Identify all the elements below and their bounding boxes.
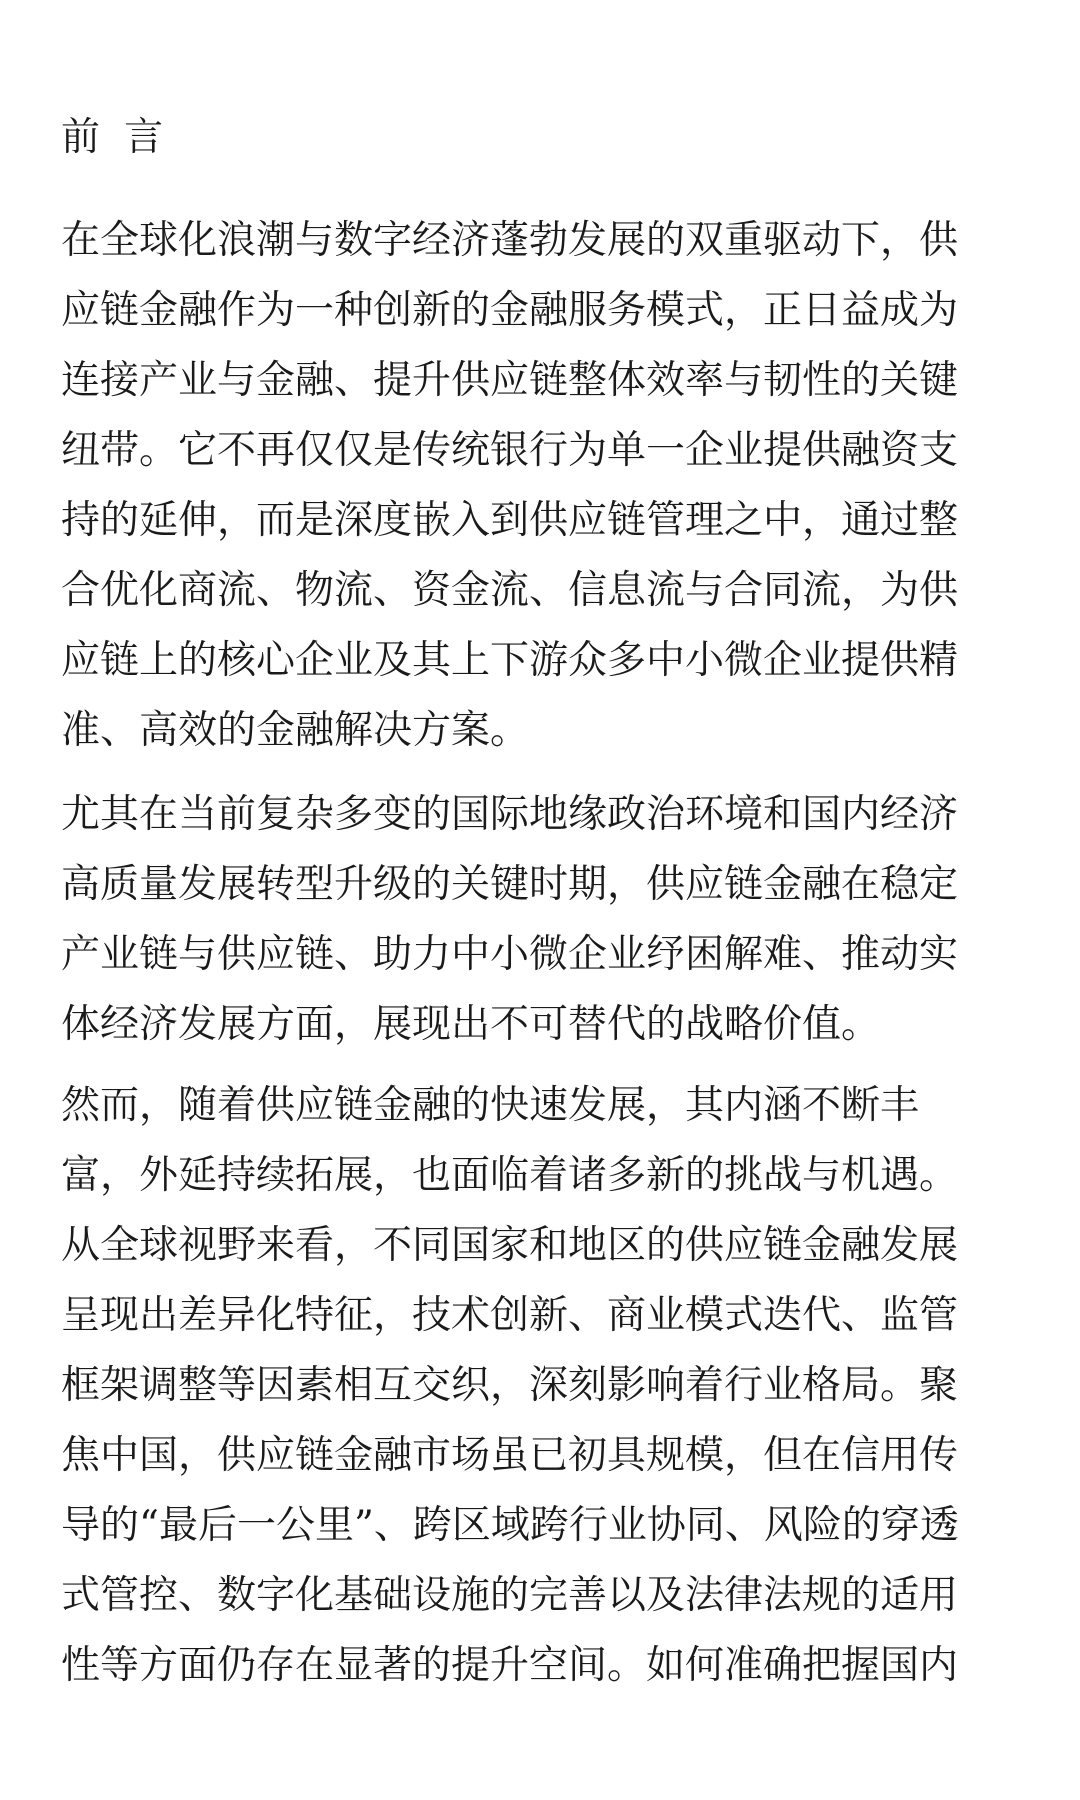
paragraph-3 [61,1071,959,1701]
text-line: 富，外延持续拓展，也面临着诸多新的挑战与机遇。 [61,1153,959,1198]
text-line: 然而，随着供应链金融的快速发展，其内涵不断丰 [61,1083,920,1128]
text-line: 准、高效的金融解决方案。 [61,708,530,753]
text-line: 呈现出差异化特征，技术创新、商业模式迭代、监管 [61,1293,959,1338]
text-line: 导的“最后一公里”、跨区域跨行业协同、风险的穿透 [61,1503,959,1548]
text-line: 应链上的核心企业及其上下游众多中小微企业提供精 [61,638,959,683]
text-line: 框架调整等因素相互交织，深刻影响着行业格局。聚 [61,1363,959,1408]
paragraph-1 [61,206,958,766]
text-line: 体经济发展方面，展现出不可替代的战略价值。 [61,1002,881,1047]
text-line: 性等方面仍存在显著的提升空间。如何准确把握国内 [61,1643,959,1688]
paragraph-2 [61,780,958,1060]
text-line: 焦中国，供应链金融市场虽已初具规模，但在信用传 [61,1433,959,1478]
text-line: 高质量发展转型升级的关键时期，供应链金融在稳定 [61,862,959,907]
text-line: 尤其在当前复杂多变的国际地缘政治环境和国内经济 [61,792,959,837]
text-line: 从全球视野来看，不同国家和地区的供应链金融发展 [61,1223,959,1268]
text-line: 产业链与供应链、助力中小微企业纾困解难、推动实 [61,932,959,977]
text-line: 应链金融作为一种创新的金融服务模式，正日益成为 [61,288,959,333]
preface-heading: 前 言 [61,115,169,160]
text-line: 纽带。它不再仅仅是传统银行为单一企业提供融资支 [61,428,959,473]
text-line: 式管控、数字化基础设施的完善以及法律法规的适用 [61,1573,959,1618]
text-line: 在全球化浪潮与数字经济蓬勃发展的双重驱动下，供 [61,218,959,263]
text-line: 合优化商流、物流、资金流、信息流与合同流，为供 [61,568,959,613]
text-line: 持的延伸，而是深度嵌入到供应链管理之中，通过整 [61,498,959,543]
text-line: 连接产业与金融、提升供应链整体效率与韧性的关键 [61,358,959,403]
